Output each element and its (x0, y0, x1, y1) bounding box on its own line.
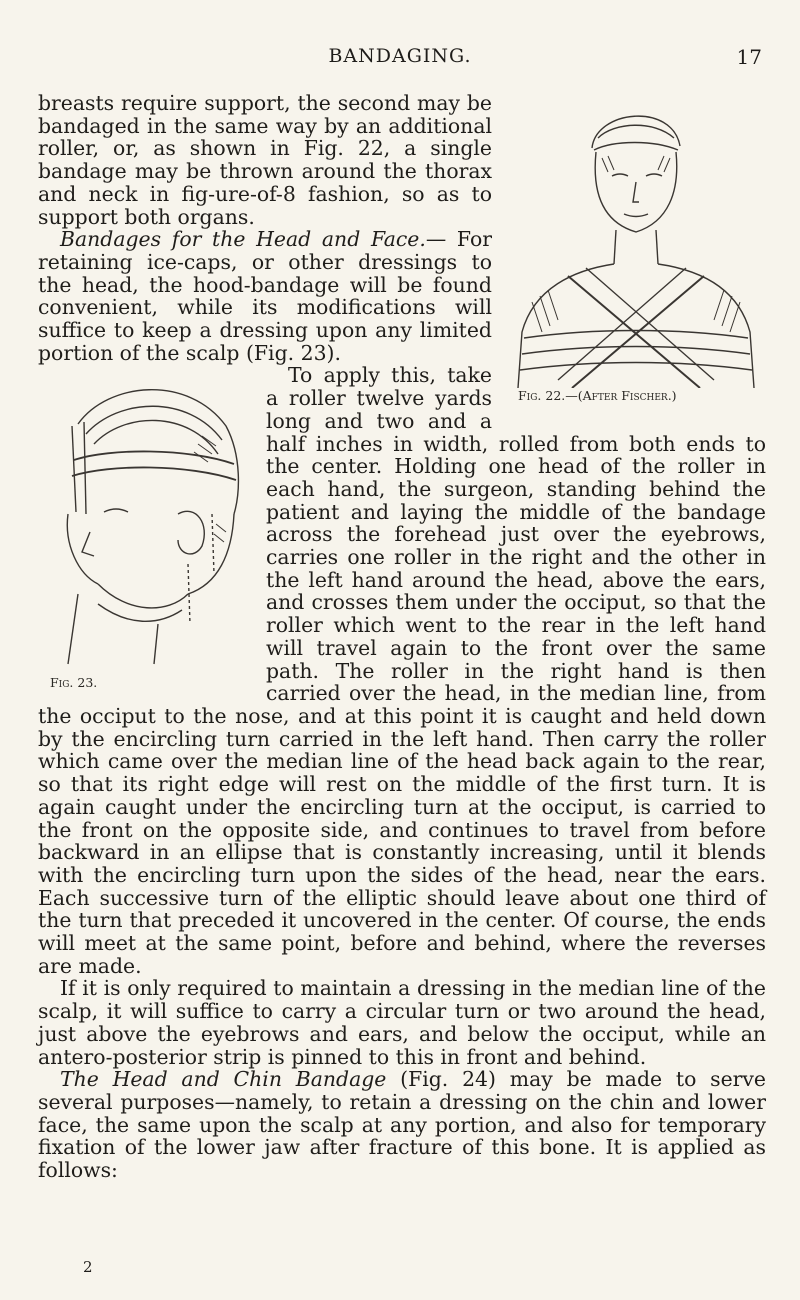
paragraph-3: To apply this, take a roller twelve yards long and two and a half inches in width, rolled from both ends to the center. Holding one head of the roller in each hand, the surgeon, standing behind the patient and laying the middle of the bandage across the forehead just over the eyebrows, carries one roller in the right and the other in the left hand around the head, above the ears, and crosses them under the occiput, so that the roller which went to the rear in the left hand will travel again to the front over the same path. The roller in the right hand is then carried over the head, in the median line, from the occiput to the nose, and at this point it is caught and held down by the encircling turn carried in the left hand. Then carry the roller which came over the median line of the head back again to the rear, so that its right edge will rest on the middle of the first turn. It is again caught under the encircling turn at the occiput, is carried to the front on the opposite side, and continues to travel from before backward in an ellipse that is constantly increasing, until it blends with the encircling turn upon the sides of the head, near the ears. Each successive turn of the elliptic should leave about one third of the turn that preceded it uncovered in the center. Of course, the ends will meet at the same point, before and behind, where the reverses are made. (38, 363, 766, 978)
running-head: BANDAGING. (328, 45, 472, 67)
section-title-head-face: Bandages for the Head and Face. (60, 227, 426, 252)
section-title-head-chin: The Head and Chin Bandage (60, 1067, 387, 1092)
paragraph-5 (38, 1068, 766, 1182)
paragraph-5-text: (Fig. 24) may be made to serve several purposes—namely, to retain a dressing on the chin and lower face, the same upon the scalp at any portion, and also for temporary fixation of the lower jaw after fracture of this bone. It is applied as follows: (38, 1067, 766, 1183)
body-text (38, 92, 766, 1182)
page-header (38, 45, 762, 75)
figure-22-illustration (504, 92, 766, 388)
figure-23 (38, 364, 252, 696)
page-number: 17 (736, 45, 762, 69)
paragraph-4: If it is only required to maintain a dressing in the median line of the scalp, it will suffice to carry a circular turn or two around the head, just above the eyebrows and ears, and below the occiput, while an antero-posterior strip is pinned to this in front and behind. (38, 976, 766, 1069)
signature-mark: 2 (83, 1258, 93, 1276)
paragraph-1: breasts require support, the second may be bandaged in the same way by an additional roller, or, as shown in Fig. 22, a single bandage may be thrown around the thorax and neck in fig-ure-of-8 fashion, so as to support both organs. (38, 91, 492, 229)
paragraph-2-text: — For retaining ice-caps, or other dressings to the head, the hood-bandage will be found convenient, while its modifications will suffice to keep a dressing upon any limited portion of the scalp (Fig. 23). (38, 227, 492, 365)
figure-22-caption: Fig. 22.—(After Fischer.) (518, 388, 677, 404)
figure-22 (504, 92, 766, 408)
figure-23-caption: Fig. 23. (50, 674, 98, 690)
figure-23-illustration (38, 364, 252, 678)
